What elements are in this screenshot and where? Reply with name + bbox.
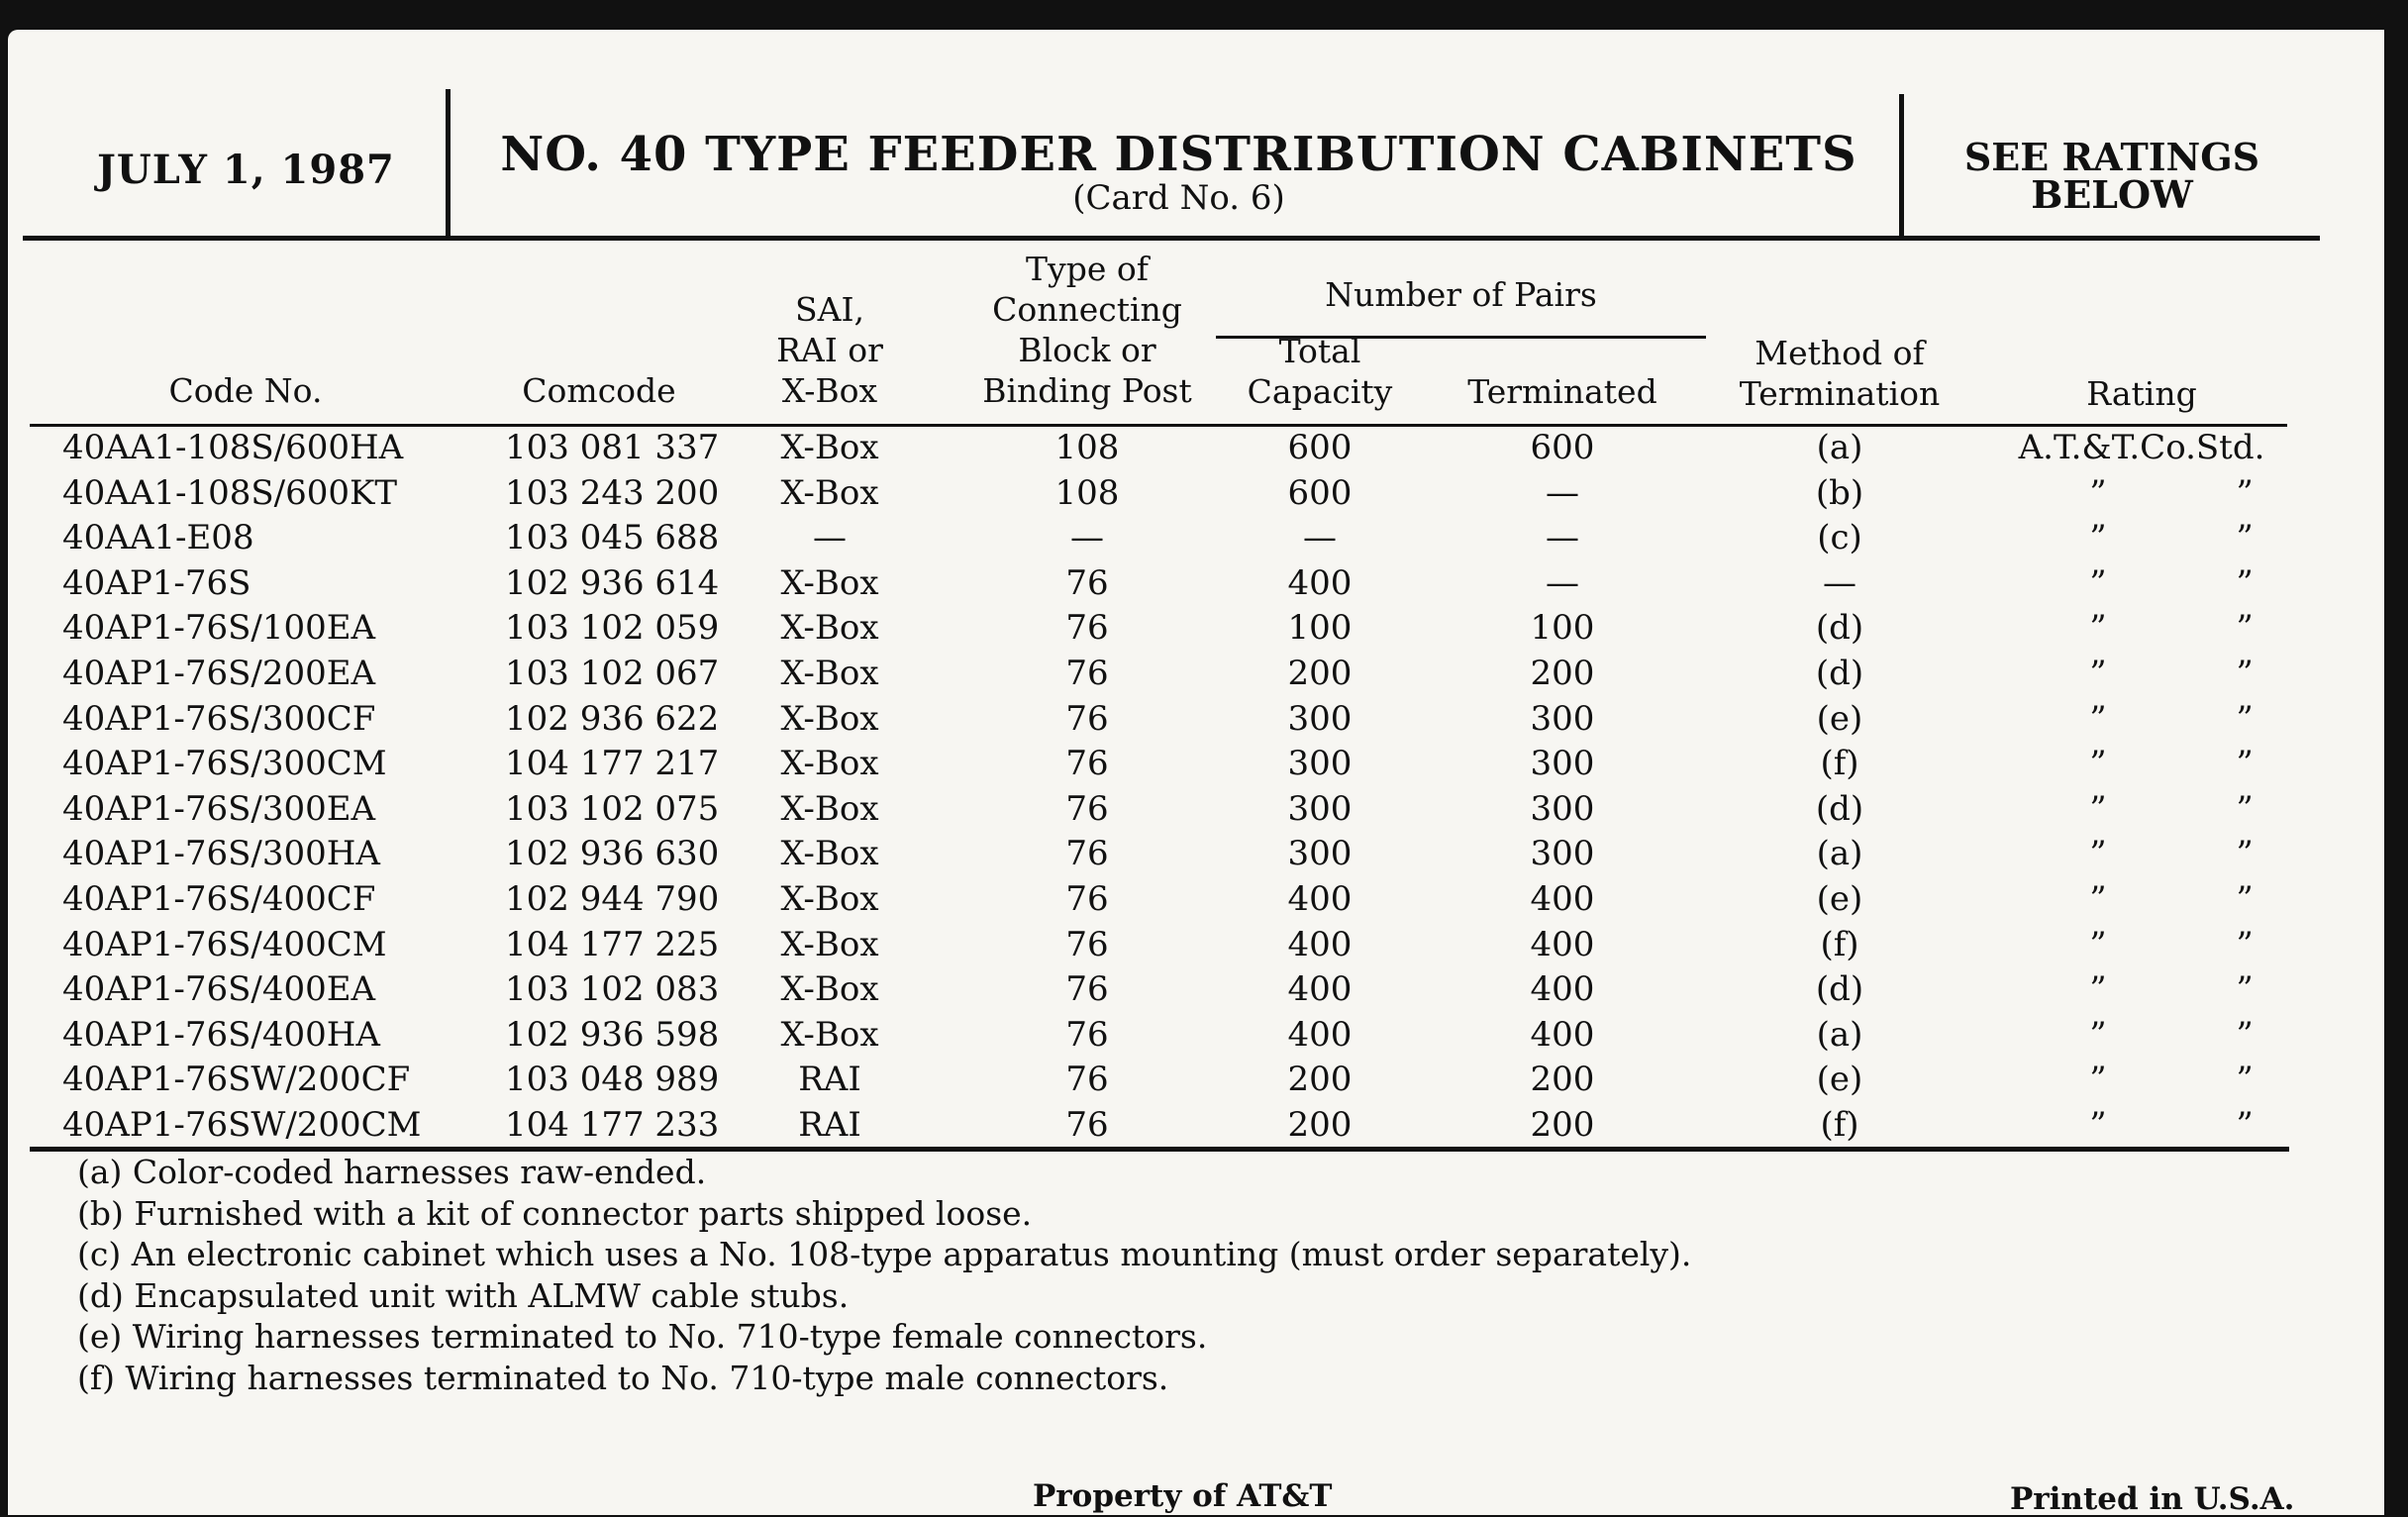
cell-sai-rai-xbox: X-Box xyxy=(780,924,879,964)
cell-terminated: 600 xyxy=(1530,428,1595,467)
cell-method: (f) xyxy=(1820,1104,1859,1145)
cell-terminated: 200 xyxy=(1530,1060,1595,1100)
table-row xyxy=(8,787,2384,833)
cell-comcode: 102 944 790 xyxy=(505,878,720,919)
table-row xyxy=(8,652,2384,697)
cell-method: — xyxy=(1823,562,1856,603)
cell-sai-rai-xbox: X-Box xyxy=(780,878,879,919)
cell-connecting-block: 76 xyxy=(1065,698,1109,739)
cell-rating: ” ” xyxy=(2089,878,2313,919)
cell-sai-rai-xbox: X-Box xyxy=(780,788,879,829)
table-row xyxy=(8,471,2384,517)
cell-rating: ” ” xyxy=(2089,698,2313,739)
col-header-line: X-Box xyxy=(781,371,878,410)
cell-terminated: 300 xyxy=(1530,834,1595,874)
cell-connecting-block: 76 xyxy=(1065,788,1109,829)
cell-connecting-block: 108 xyxy=(1054,472,1120,513)
cell-connecting-block: — xyxy=(1070,518,1104,558)
footnotes xyxy=(77,1152,1691,1398)
cell-code-no: 40AP1-76S/400CF xyxy=(62,878,376,919)
cell-method: (f) xyxy=(1820,744,1859,784)
cell-comcode: 104 177 225 xyxy=(505,924,720,964)
table-row xyxy=(8,697,2384,743)
col-header-line: Capacity xyxy=(1247,372,1393,411)
footnote: (d) Encapsulated unit with ALMW cable stubs. xyxy=(77,1275,850,1315)
cell-sai-rai-xbox: — xyxy=(813,518,847,558)
cell-comcode: 102 936 630 xyxy=(505,834,720,874)
col-header-line: Block or xyxy=(1018,331,1156,369)
cell-total-capacity: 400 xyxy=(1287,924,1353,964)
cell-terminated: 100 xyxy=(1530,608,1595,649)
cell-terminated: 400 xyxy=(1530,969,1595,1010)
cell-code-no: 40AP1-76SW/200CF xyxy=(62,1060,411,1100)
ratings-note-line: SEE RATINGS xyxy=(1963,135,2260,179)
cell-total-capacity: — xyxy=(1303,518,1337,558)
col-header-type xyxy=(963,249,1211,411)
cell-rating: ” ” xyxy=(2089,924,2313,964)
col-header-line: Termination xyxy=(1739,374,1941,413)
cell-total-capacity: 600 xyxy=(1287,428,1353,467)
cell-method: (d) xyxy=(1815,969,1864,1010)
cell-code-no: 40AP1-76S/300CF xyxy=(62,698,376,739)
cell-terminated: 400 xyxy=(1530,1014,1595,1055)
table-row xyxy=(8,426,2384,471)
property-notice: Property of AT&T xyxy=(1033,1478,1333,1514)
col-header-rating: Rating xyxy=(2086,374,2197,413)
cell-comcode: 104 177 233 xyxy=(505,1104,720,1145)
cell-sai-rai-xbox: X-Box xyxy=(780,698,879,739)
cell-comcode: 103 102 075 xyxy=(505,788,720,829)
table-body xyxy=(8,426,2384,1149)
cell-rating: ” ” xyxy=(2089,1060,2313,1100)
cell-total-capacity: 400 xyxy=(1287,878,1353,919)
cell-method: (e) xyxy=(1816,698,1863,739)
col-header-comcode: Comcode xyxy=(522,371,676,410)
cell-sai-rai-xbox: X-Box xyxy=(780,969,879,1010)
ratings-note-line: BELOW xyxy=(2031,172,2193,217)
cell-method: (f) xyxy=(1820,924,1859,964)
cell-method: (d) xyxy=(1815,608,1864,649)
cell-sai-rai-xbox: RAI xyxy=(798,1104,861,1145)
cell-rating: ” ” xyxy=(2089,472,2313,513)
cell-method: (e) xyxy=(1816,1060,1863,1100)
cell-terminated: — xyxy=(1546,472,1579,513)
cell-rating: A.T.&T.Co.Std. xyxy=(2018,428,2265,467)
cell-code-no: 40AA1-E08 xyxy=(62,518,254,558)
cell-code-no: 40AP1-76S/300HA xyxy=(62,834,380,874)
cell-comcode: 103 045 688 xyxy=(505,518,720,558)
cell-connecting-block: 76 xyxy=(1065,1014,1109,1055)
table-row xyxy=(8,1058,2384,1103)
cell-terminated: 300 xyxy=(1530,744,1595,784)
cell-code-no: 40AP1-76S/400CM xyxy=(62,924,387,964)
col-header-sai xyxy=(741,289,919,411)
cell-total-capacity: 200 xyxy=(1287,1060,1353,1100)
cell-comcode: 104 177 217 xyxy=(505,744,720,784)
cell-method: (a) xyxy=(1816,1014,1863,1055)
cell-method: (a) xyxy=(1816,428,1863,467)
cell-rating: ” ” xyxy=(2089,834,2313,874)
footnote: (a) Color-coded harnesses raw-ended. xyxy=(77,1153,707,1191)
cell-rating: ” ” xyxy=(2089,1014,2313,1055)
cell-sai-rai-xbox: X-Box xyxy=(780,562,879,603)
cell-connecting-block: 76 xyxy=(1065,1104,1109,1145)
cell-total-capacity: 300 xyxy=(1287,834,1353,874)
card-number: (Card No. 6) xyxy=(1072,178,1285,218)
cell-terminated: 300 xyxy=(1530,698,1595,739)
footnote: (b) Furnished with a kit of connector parts shipped loose. xyxy=(77,1193,1033,1233)
col-header-line: Type of xyxy=(1026,250,1149,288)
table-row xyxy=(8,561,2384,607)
cell-terminated: 200 xyxy=(1530,653,1595,693)
cell-rating: ” ” xyxy=(2089,562,2313,603)
cell-sai-rai-xbox: X-Box xyxy=(780,608,879,649)
table-row xyxy=(8,606,2384,652)
col-header-total xyxy=(1246,331,1394,412)
cell-total-capacity: 300 xyxy=(1287,744,1353,784)
cell-method: (c) xyxy=(1817,518,1862,558)
col-header-terminated: Terminated xyxy=(1467,372,1657,411)
cell-code-no: 40AP1-76S/300CM xyxy=(62,744,387,784)
table-row xyxy=(8,832,2384,877)
ratings-note xyxy=(1909,135,2315,217)
footnote: (c) An electronic cabinet which uses a No. 108-type apparatus mounting (must order separately). xyxy=(77,1235,1692,1273)
cell-rating: ” ” xyxy=(2089,518,2313,558)
cell-comcode: 102 936 622 xyxy=(505,698,720,739)
cell-total-capacity: 100 xyxy=(1287,608,1353,649)
cell-terminated: 400 xyxy=(1530,924,1595,964)
cell-comcode: 103 102 083 xyxy=(505,969,720,1010)
cell-comcode: 103 102 059 xyxy=(505,608,720,649)
cell-sai-rai-xbox: RAI xyxy=(798,1060,861,1100)
cell-connecting-block: 76 xyxy=(1065,969,1109,1010)
cell-comcode: 102 936 614 xyxy=(505,562,720,603)
cell-total-capacity: 400 xyxy=(1287,562,1353,603)
cell-connecting-block: 76 xyxy=(1065,562,1109,603)
cell-method: (d) xyxy=(1815,788,1864,829)
cell-comcode: 103 243 200 xyxy=(505,472,720,513)
cell-rating: ” ” xyxy=(2089,788,2313,829)
cell-method: (a) xyxy=(1816,834,1863,874)
header-divider xyxy=(446,89,451,238)
cell-terminated: — xyxy=(1546,562,1579,603)
catalog-card xyxy=(8,30,2384,1515)
cell-total-capacity: 400 xyxy=(1287,969,1353,1010)
cell-comcode: 103 081 337 xyxy=(505,428,720,467)
cell-total-capacity: 600 xyxy=(1287,472,1353,513)
table-row xyxy=(8,967,2384,1013)
table-row xyxy=(8,742,2384,787)
cell-terminated: — xyxy=(1546,518,1579,558)
table-row xyxy=(8,516,2384,561)
cell-connecting-block: 76 xyxy=(1065,834,1109,874)
cell-method: (d) xyxy=(1815,653,1864,693)
cell-code-no: 40AA1-108S/600KT xyxy=(62,472,398,513)
cell-rating: ” ” xyxy=(2089,608,2313,649)
col-header-line: Binding Post xyxy=(982,371,1192,410)
cell-method: (e) xyxy=(1816,878,1863,919)
cell-rating: ” ” xyxy=(2089,969,2313,1010)
cell-sai-rai-xbox: X-Box xyxy=(780,744,879,784)
cell-comcode: 103 102 067 xyxy=(505,653,720,693)
cell-comcode: 103 048 989 xyxy=(505,1060,720,1100)
cell-connecting-block: 76 xyxy=(1065,608,1109,649)
cell-comcode: 102 936 598 xyxy=(505,1014,720,1055)
cell-method: (b) xyxy=(1815,472,1864,513)
cell-terminated: 200 xyxy=(1530,1104,1595,1145)
cell-rating: ” ” xyxy=(2089,653,2313,693)
col-header-line: Total xyxy=(1278,332,1361,370)
cell-code-no: 40AP1-76S/100EA xyxy=(62,608,376,649)
footnote: (f) Wiring harnesses terminated to No. 710-type male connectors. xyxy=(77,1358,1169,1397)
table-row xyxy=(8,877,2384,923)
cell-rating: ” ” xyxy=(2089,744,2313,784)
cell-total-capacity: 400 xyxy=(1287,1014,1353,1055)
cell-rating: ” ” xyxy=(2089,1104,2313,1145)
col-header-line: RAI or xyxy=(776,331,883,369)
cell-code-no: 40AA1-108S/600HA xyxy=(62,428,404,467)
table-row xyxy=(8,1103,2384,1149)
cell-connecting-block: 76 xyxy=(1065,878,1109,919)
cell-terminated: 300 xyxy=(1530,788,1595,829)
cell-sai-rai-xbox: X-Box xyxy=(780,472,879,513)
cell-terminated: 400 xyxy=(1530,878,1595,919)
cell-connecting-block: 76 xyxy=(1065,1060,1109,1100)
printed-notice: Printed in U.S.A. xyxy=(2010,1481,2295,1517)
cell-code-no: 40AP1-76S/300EA xyxy=(62,788,376,829)
col-group-header-pairs: Number of Pairs xyxy=(1325,275,1597,314)
col-header-line: Method of xyxy=(1755,334,1925,372)
cell-total-capacity: 200 xyxy=(1287,1104,1353,1145)
cell-code-no: 40AP1-76S/400HA xyxy=(62,1014,380,1055)
cell-connecting-block: 76 xyxy=(1065,653,1109,693)
col-header-line: Connecting xyxy=(992,290,1182,329)
page-title: NO. 40 TYPE FEEDER DISTRIBUTION CABINETS xyxy=(500,127,1857,182)
cell-code-no: 40AP1-76S xyxy=(62,562,251,603)
col-header-line: SAI, xyxy=(795,290,864,329)
footnote: (e) Wiring harnesses terminated to No. 710-type female connectors. xyxy=(77,1317,1208,1356)
cell-total-capacity: 300 xyxy=(1287,698,1353,739)
cell-connecting-block: 108 xyxy=(1054,428,1120,467)
header-rule xyxy=(23,236,2320,241)
cell-code-no: 40AP1-76S/200EA xyxy=(62,653,376,693)
cell-total-capacity: 300 xyxy=(1287,788,1353,829)
cell-sai-rai-xbox: X-Box xyxy=(780,428,879,467)
cell-code-no: 40AP1-76SW/200CM xyxy=(62,1104,422,1145)
cell-total-capacity: 200 xyxy=(1287,653,1353,693)
issue-date: JULY 1, 1987 xyxy=(97,147,395,193)
cell-sai-rai-xbox: X-Box xyxy=(780,1014,879,1055)
cell-sai-rai-xbox: X-Box xyxy=(780,653,879,693)
table-row xyxy=(8,923,2384,968)
cell-sai-rai-xbox: X-Box xyxy=(780,834,879,874)
cell-code-no: 40AP1-76S/400EA xyxy=(62,969,376,1010)
table-row xyxy=(8,1013,2384,1059)
col-header-code: Code No. xyxy=(168,371,323,410)
cell-connecting-block: 76 xyxy=(1065,924,1109,964)
cell-connecting-block: 76 xyxy=(1065,744,1109,784)
col-header-method xyxy=(1736,333,1944,414)
